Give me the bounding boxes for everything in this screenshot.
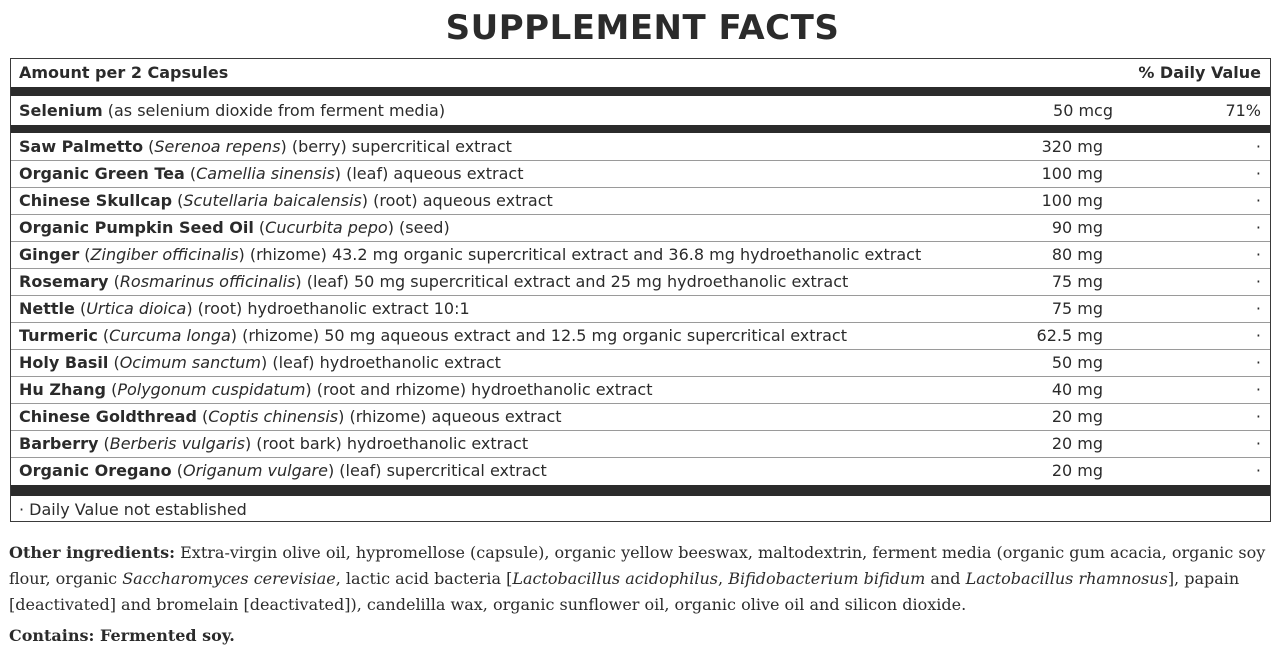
ingredient-latin-name: Serenoa repens bbox=[154, 137, 281, 156]
ingredient-row: Organic Oregano (Origanum vulgare) (leaf) supercritical extract 20 mg · bbox=[11, 458, 1270, 485]
ingredient-latin-name: Ocimum sanctum bbox=[119, 353, 261, 372]
ingredient-name: Chinese Goldthread bbox=[19, 407, 197, 426]
ingredient-latin-name: Polygonum cuspidatum bbox=[117, 380, 306, 399]
other-ingredients: Other ingredients: Extra-virgin olive oil, hypromellose (capsule), organic yellow beeswax, maltodextrin, ferment media (organic gum acacia, organic soy flour, organic Saccharomyces cerevisiae, lactic acid bacteria [Lactobacillus acidophilus, Bifidobacterium bifidum and Lactobacillus rhamnosus], papain [deactivated] and bromelain [deactivated]), candelilla wax, organic sunflower oil, organic olive oil and silicon dioxide. bbox=[9, 543, 1266, 614]
footnote: · Daily Value not established bbox=[19, 500, 247, 519]
ingredient-name: Organic Pumpkin Seed Oil bbox=[19, 218, 254, 237]
ingredient-amount: 20 mg bbox=[1051, 434, 1103, 453]
ingredient-latin-name: Urtica dioica bbox=[86, 299, 187, 318]
ingredient-latin-name: Zingiber officinalis bbox=[90, 245, 239, 264]
ingredient-amount: 40 mg bbox=[1051, 380, 1103, 399]
ingredient-dv: · bbox=[1255, 407, 1261, 426]
ingredient-name: Turmeric bbox=[19, 326, 98, 345]
ingredient-row: Turmeric (Curcuma longa) (rhizome) 50 mg aqueous extract and 12.5 mg organic supercritical extract 62.5 mg · bbox=[11, 323, 1270, 350]
thick-divider bbox=[11, 125, 1270, 133]
ingredient-amount: 100 mg bbox=[1041, 164, 1103, 183]
ingredient-dv: · bbox=[1255, 164, 1261, 183]
ingredient-row: Holy Basil (Ocimum sanctum) (leaf) hydroethanolic extract 50 mg · bbox=[11, 350, 1270, 377]
supplement-facts-panel bbox=[10, 58, 1271, 522]
ingredient-row: Rosemary (Rosmarinus officinalis) (leaf) 50 mg supercritical extract and 25 mg hydroethanolic extract 75 mg · bbox=[11, 269, 1270, 296]
ingredient-latin-name: Berberis vulgaris bbox=[109, 434, 245, 453]
ingredient-amount: 75 mg bbox=[1051, 272, 1103, 291]
ingredient-row: Hu Zhang (Polygonum cuspidatum) (root and rhizome) hydroethanolic extract 40 mg · bbox=[11, 377, 1270, 404]
ingredient-amount: 100 mg bbox=[1041, 191, 1103, 210]
thick-divider bbox=[11, 485, 1270, 496]
ingredient-amount: 50 mg bbox=[1051, 353, 1103, 372]
ingredient-amount: 90 mg bbox=[1051, 218, 1103, 237]
ingredient-latin-name: Coptis chinensis bbox=[208, 407, 339, 426]
ingredient-dv: · bbox=[1255, 434, 1261, 453]
ingredient-name: Chinese Skullcap bbox=[19, 191, 173, 210]
other-ingredients-label: Other ingredients: bbox=[9, 543, 176, 562]
ingredient-amount: 320 mg bbox=[1041, 137, 1103, 156]
ingredient-name: Nettle bbox=[19, 299, 75, 318]
ingredient-latin-name: Scutellaria baicalensis bbox=[183, 191, 362, 210]
ingredient-name: Organic Green Tea bbox=[19, 164, 185, 183]
ingredient-dv: · bbox=[1255, 245, 1261, 264]
selenium-row bbox=[11, 98, 1270, 125]
ingredient-dv: · bbox=[1255, 218, 1261, 237]
ingredient-name: Saw Palmetto bbox=[19, 137, 144, 156]
contains-statement: Contains: Fermented soy. bbox=[9, 626, 235, 645]
ingredient-amount: 62.5 mg bbox=[1036, 326, 1103, 345]
ingredient-dv: · bbox=[1255, 191, 1261, 210]
ingredient-dv: · bbox=[1255, 380, 1261, 399]
page-title: SUPPLEMENT FACTS bbox=[445, 8, 840, 48]
ingredient-row: Barberry (Berberis vulgaris) (root bark) hydroethanolic extract 20 mg · bbox=[11, 431, 1270, 458]
ingredient-latin-name: Origanum vulgare bbox=[182, 461, 328, 480]
ingredient-name: Organic Oregano bbox=[19, 461, 172, 480]
ingredient-latin-name: Rosmarinus officinalis bbox=[119, 272, 296, 291]
ingredient-latin-name: Camellia sinensis bbox=[196, 164, 335, 183]
ingredient-row: Chinese Goldthread (Coptis chinensis) (rhizome) aqueous extract 20 mg · bbox=[11, 404, 1270, 431]
ingredient-row: Nettle (Urtica dioica) (root) hydroethanolic extract 10:1 75 mg · bbox=[11, 296, 1270, 323]
ingredient-latin-name: Curcuma longa bbox=[109, 326, 231, 345]
ingredient-name: Rosemary bbox=[19, 272, 109, 291]
ingredient-desc: (as selenium dioxide from ferment media) bbox=[102, 101, 446, 120]
ingredient-dv: · bbox=[1255, 272, 1261, 291]
ingredient-dv: · bbox=[1255, 326, 1261, 345]
ingredient-name: Barberry bbox=[19, 434, 99, 453]
ingredient-row: Ginger (Zingiber officinalis) (rhizome) 43.2 mg organic supercritical extract and 36.8 mg hydroethanolic extract 80 mg · bbox=[11, 242, 1270, 269]
ingredient-amount: 80 mg bbox=[1051, 245, 1103, 264]
ingredient-name: Hu Zhang bbox=[19, 380, 106, 399]
thick-divider bbox=[11, 87, 1270, 96]
ingredient-amount: 50 mcg bbox=[1053, 101, 1113, 120]
ingredient-amount: 20 mg bbox=[1051, 407, 1103, 426]
amount-per-serving-label: Amount per 2 Capsules bbox=[19, 63, 229, 82]
ingredient-dv: · bbox=[1255, 137, 1261, 156]
ingredient-latin-name: Cucurbita pepo bbox=[265, 218, 388, 237]
ingredient-row: Chinese Skullcap (Scutellaria baicalensis) (root) aqueous extract 100 mg · bbox=[11, 188, 1270, 215]
ingredient-name: Ginger bbox=[19, 245, 80, 264]
ingredient-name: Holy Basil bbox=[19, 353, 109, 372]
ingredient-row: Organic Green Tea (Camellia sinensis) (leaf) aqueous extract 100 mg · bbox=[11, 161, 1270, 188]
ingredient-dv: · bbox=[1255, 299, 1261, 318]
ingredient-dv: · bbox=[1255, 461, 1261, 480]
table-header bbox=[11, 59, 1270, 87]
ingredient-dv: · bbox=[1255, 353, 1261, 372]
ingredient-amount: 20 mg bbox=[1051, 461, 1103, 480]
ingredient-dv: 71% bbox=[1225, 101, 1261, 120]
ingredient-amount: 75 mg bbox=[1051, 299, 1103, 318]
daily-value-label: % Daily Value bbox=[1138, 63, 1261, 82]
ingredient-row: Organic Pumpkin Seed Oil (Cucurbita pepo) (seed) 90 mg · bbox=[11, 215, 1270, 242]
ingredient-row: Saw Palmetto (Serenoa repens) (berry) supercritical extract 320 mg · bbox=[11, 134, 1270, 161]
ingredient-name: Selenium bbox=[19, 101, 103, 120]
